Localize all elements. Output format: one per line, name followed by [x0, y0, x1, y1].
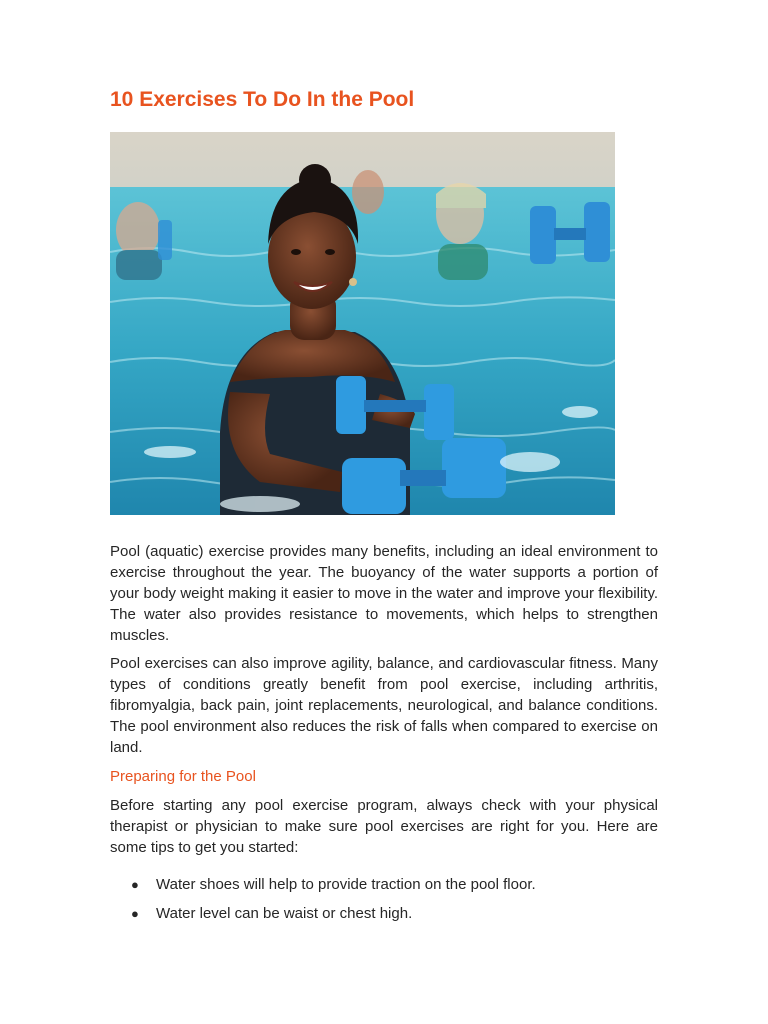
- paragraph-benefits: Pool (aquatic) exercise provides many benefits, including an ideal environment to exercise throughout the year. The buoyancy of the water supports a portion of your body weight making it easier to move in the water and improve your flexibility. The water also provides resistance to movements, which helps to strengthen muscles.: [110, 543, 658, 644]
- page-title: 10 Exercises To Do In the Pool: [110, 88, 415, 111]
- bullet-icon: ●: [131, 906, 139, 921]
- paragraph-conditions: Pool exercises can also improve agility, balance, and cardiovascular fitness. Many types of conditions greatly benefit from pool exercise, including arthritis, fibromyalgia, back pain, joint replacements, neurological, and balance conditions. The pool environment also reduces the risk of falls when compared to exercise on land.: [110, 655, 658, 756]
- paragraph-preparing-intro: Before starting any pool exercise program, always check with your physical therapist or physician to make sure pool exercises are right for you. Here are some tips to get you started:: [110, 797, 658, 856]
- list-item: [110, 903, 658, 924]
- list-item: [110, 874, 658, 895]
- pool-exercise-photo: [110, 132, 615, 515]
- tip-text: Water level can be waist or chest high.: [156, 905, 413, 922]
- tip-text: Water shoes will help to provide traction on the pool floor.: [156, 876, 536, 893]
- bullet-icon: ●: [131, 877, 139, 892]
- section-heading-preparing: Preparing for the Pool: [110, 768, 256, 785]
- pool-photo-illustration: [110, 132, 615, 515]
- tips-list: [110, 874, 658, 932]
